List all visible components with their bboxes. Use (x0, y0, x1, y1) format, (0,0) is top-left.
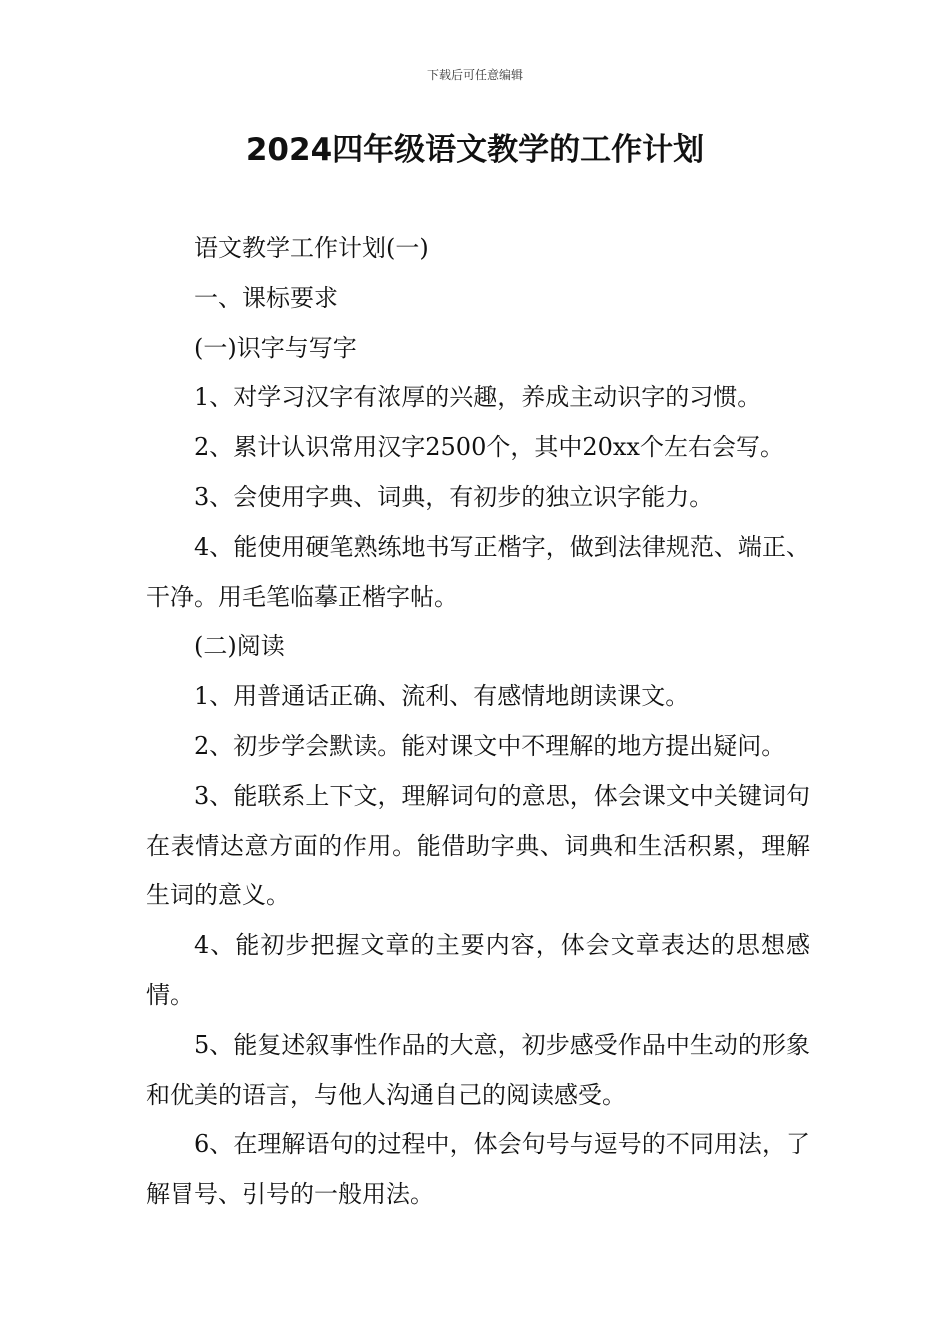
list-item: 5、能复述叙事性作品的大意，初步感受作品中生动的形象和优美的语言，与他人沟通自己的阅读感受。 (146, 1030, 810, 1109)
subsection-heading: (二)阅读 (194, 632, 285, 661)
list-item: 6、在理解语句的过程中，体会句号与逗号的不同用法，了解冒号、引号的一般用法。 (146, 1130, 810, 1209)
subsection-heading: (一)识字与写字 (194, 333, 357, 362)
section-heading: 语文教学工作计划(一) (194, 234, 429, 262)
section-heading: 一、课标要求 (194, 283, 338, 312)
list-item: 4、能使用硬笔熟练地书写正楷字，做到法律规范、端正、干净。用毛笔临摹正楷字帖。 (146, 532, 810, 611)
list-item: 4、能初步把握文章的主要内容，体会文章表达的思想感情。 (146, 931, 810, 1009)
header-note: 下载后可任意编辑 (426, 68, 523, 82)
document-body (146, 224, 810, 1220)
list-item: 2、初步学会默读。能对课文中不理解的地方提出疑问。 (194, 731, 786, 760)
list-item: 1、对学习汉字有浓厚的兴趣，养成主动识字的习惯。 (194, 383, 762, 412)
list-item: 1、用普通话正确、流利、有感情地朗读课文。 (194, 682, 690, 711)
list-item: 3、能联系上下文，理解词句的意思，体会课文中关键词句在表情达意方面的作用。能借助字典、词典和生活积累，理解生词的意义。 (146, 781, 810, 910)
list-item: 2、累计认识常用汉字2500个，其中20xx个左右会写。 (194, 433, 784, 462)
document-title: 2024四年级语文教学的工作计划 (245, 132, 705, 168)
list-item: 3、会使用字典、词典，有初步的独立识字能力。 (194, 482, 714, 511)
